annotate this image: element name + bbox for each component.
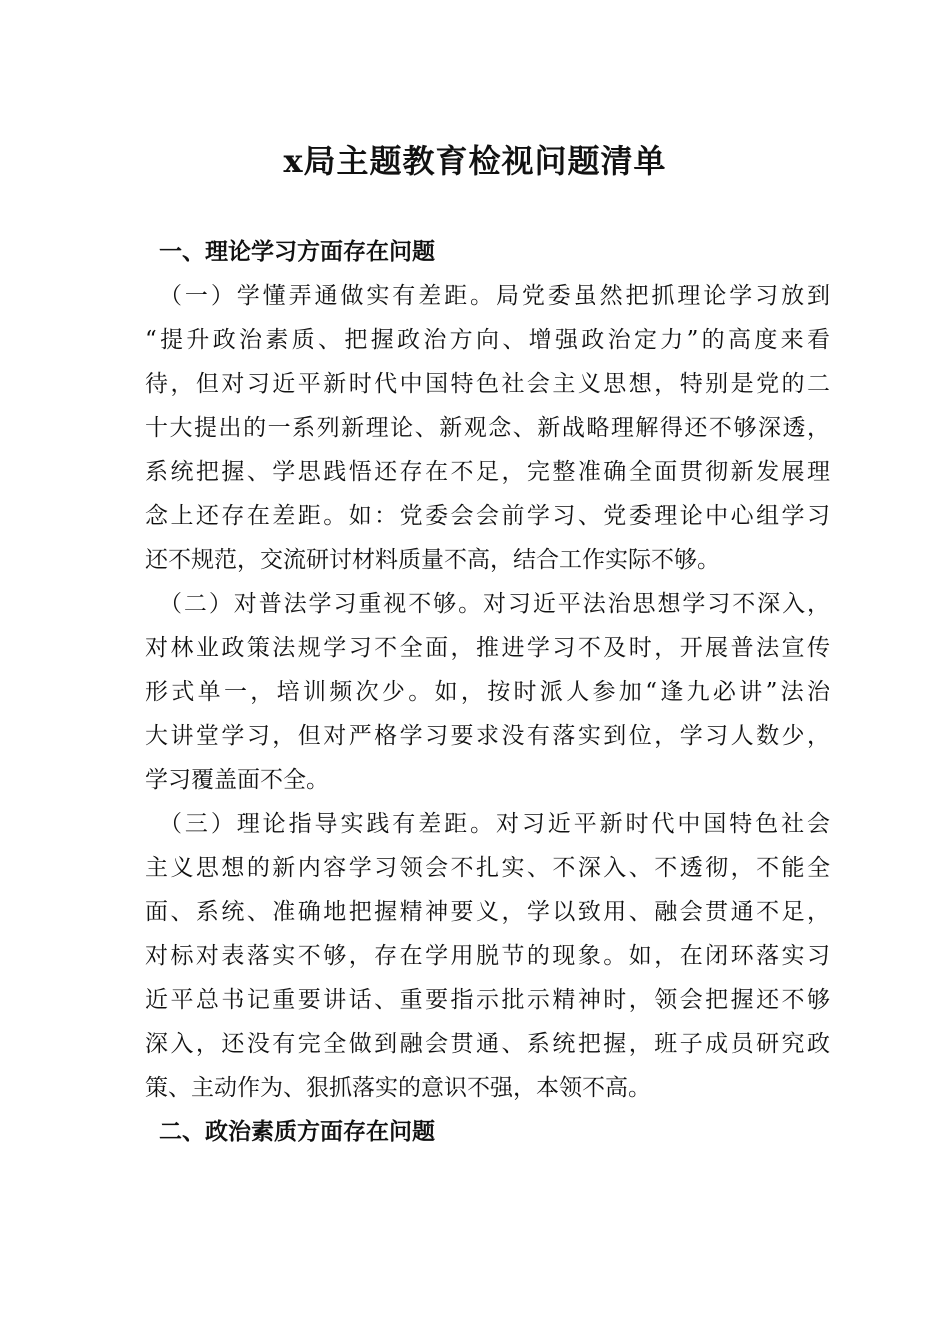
document-title: x局主题教育检视问题清单 [283,142,667,180]
paragraph-line: 近平总书记重要讲话、重要指示批示精神时，领会把握还不够 [145,987,830,1013]
paragraph-line: 还不规范，交流研讨材料质量不高，结合工作实际不够。 [145,547,720,573]
paragraph-line: 学习覆盖面不全。 [145,767,329,793]
paragraph-line: 对标对表落实不够，存在学用脱节的现象。如，在闭环落实习 [145,943,830,969]
paragraph-line: 深入，还没有完全做到融会贯通、系统把握，班子成员研究政 [145,1031,830,1057]
paragraph-line: “提升政治素质、把握政治方向、增强政治定力”的高度来看 [145,327,830,353]
paragraph-line: 待，但对习近平新时代中国特色社会主义思想，特别是党的二 [145,371,830,397]
paragraph-line: 大讲堂学习，但对严格学习要求没有落实到位，学习人数少， [145,723,830,749]
paragraph-line: 主义思想的新内容学习领会不扎实、不深入、不透彻，不能全 [145,855,830,881]
document-body [145,230,830,1154]
paragraph-line: 面、系统、准确地把握精神要义，学以致用、融会贯通不足， [145,899,830,925]
paragraph-line: 形式单一，培训频次少。如，按时派人参加“逢九必讲”法治 [145,679,830,705]
section-heading: 二、政治素质方面存在问题 [159,1119,435,1145]
paragraph-line: （三）理论指导实践有差距。对习近平新时代中国特色社会 [159,811,830,837]
paragraph [145,802,830,1110]
paragraph-line: 念上还存在差距。如：党委会会前学习、党委理论中心组学习 [145,503,830,529]
paragraph [145,582,830,802]
paragraph [145,274,830,582]
paragraph-line: 策、主动作为、狠抓落实的意识不强，本领不高。 [145,1075,651,1101]
paragraph-line: 对林业政策法规学习不全面，推进学习不及时，开展普法宣传 [145,635,830,661]
section-heading: 一、理论学习方面存在问题 [159,239,435,265]
paragraph-line: （二）对普法学习重视不够。对习近平法治思想学习不深入， [159,591,830,617]
paragraph-line: 十大提出的一系列新理论、新观念、新战略理解得还不够深透， [145,415,830,441]
paragraph-line: （一）学懂弄通做实有差距。局党委虽然把抓理论学习放到 [159,283,830,309]
paragraph-line: 系统把握、学思践悟还存在不足，完整准确全面贯彻新发展理 [145,459,830,485]
